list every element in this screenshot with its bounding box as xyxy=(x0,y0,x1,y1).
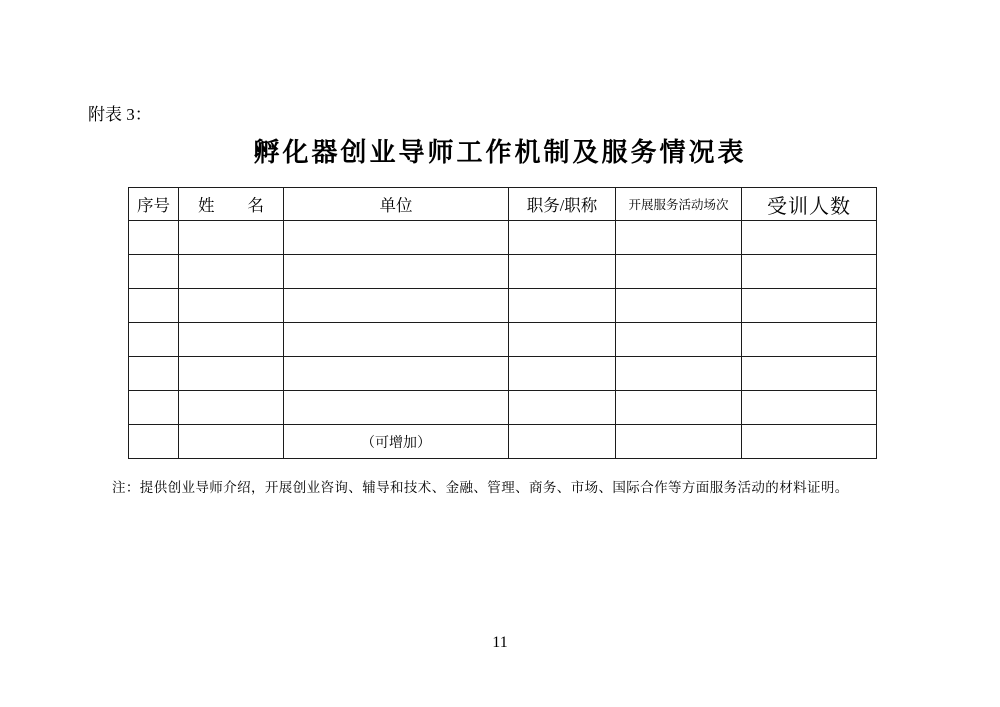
column-header-service-sessions: 开展服务活动场次 xyxy=(616,188,742,221)
table-cell xyxy=(284,357,509,391)
page-title: 孵化器创业导师工作机制及服务情况表 xyxy=(253,138,747,167)
table-row xyxy=(129,391,877,425)
table-cell xyxy=(616,255,742,289)
table-cell xyxy=(509,323,616,357)
table-cell xyxy=(129,221,179,255)
table-cell xyxy=(742,221,877,255)
footnote: 注：提供创业导师介绍，开展创业咨询、辅导和技术、金融、管理、商务、市场、国际合作等方面服务活动的材料证明。 xyxy=(112,480,849,495)
table-cell xyxy=(284,391,509,425)
table-cell xyxy=(509,289,616,323)
table-cell: （可增加） xyxy=(284,425,509,459)
column-header-position-title: 职务/职称 xyxy=(509,188,616,221)
column-header-trainee-count: 受训人数 xyxy=(742,188,877,221)
table-cell xyxy=(129,289,179,323)
table-cell xyxy=(509,357,616,391)
table-cell xyxy=(284,289,509,323)
table-cell xyxy=(179,221,284,255)
table-header xyxy=(129,188,877,221)
table-cell xyxy=(179,255,284,289)
table-cell xyxy=(179,357,284,391)
table-cell xyxy=(742,357,877,391)
table-cell xyxy=(616,323,742,357)
table-cell xyxy=(742,391,877,425)
table-row xyxy=(129,357,877,391)
table-cell xyxy=(284,221,509,255)
attachment-label: 附表 3： xyxy=(88,105,152,124)
table-cell xyxy=(284,255,509,289)
table-cell xyxy=(179,323,284,357)
page-number: 11 xyxy=(492,634,508,651)
table-row xyxy=(129,425,877,459)
table-row xyxy=(129,255,877,289)
table-cell xyxy=(509,221,616,255)
table-cell xyxy=(509,255,616,289)
table-cell xyxy=(179,289,284,323)
table-cell xyxy=(616,357,742,391)
table-cell xyxy=(129,323,179,357)
column-header-name: 姓 名 xyxy=(179,188,284,221)
table-cell xyxy=(742,425,877,459)
column-header-organization: 单位 xyxy=(284,188,509,221)
table-cell xyxy=(616,391,742,425)
table-cell xyxy=(509,391,616,425)
table-cell xyxy=(129,391,179,425)
table-cell xyxy=(509,425,616,459)
table-cell xyxy=(742,289,877,323)
table-row xyxy=(129,323,877,357)
table-cell xyxy=(179,391,284,425)
table-cell xyxy=(616,425,742,459)
table-cell xyxy=(129,357,179,391)
table-cell xyxy=(179,425,284,459)
table-cell xyxy=(616,289,742,323)
column-header-serial-number: 序号 xyxy=(129,188,179,221)
table-row xyxy=(129,289,877,323)
mentor-service-table xyxy=(128,187,877,459)
table-header-row xyxy=(129,188,877,221)
table-cell xyxy=(129,255,179,289)
table-cell xyxy=(616,221,742,255)
table-cell xyxy=(742,255,877,289)
table-cell xyxy=(129,425,179,459)
table-row xyxy=(129,221,877,255)
table-cell xyxy=(284,323,509,357)
table-cell xyxy=(742,323,877,357)
table-body xyxy=(129,221,877,459)
